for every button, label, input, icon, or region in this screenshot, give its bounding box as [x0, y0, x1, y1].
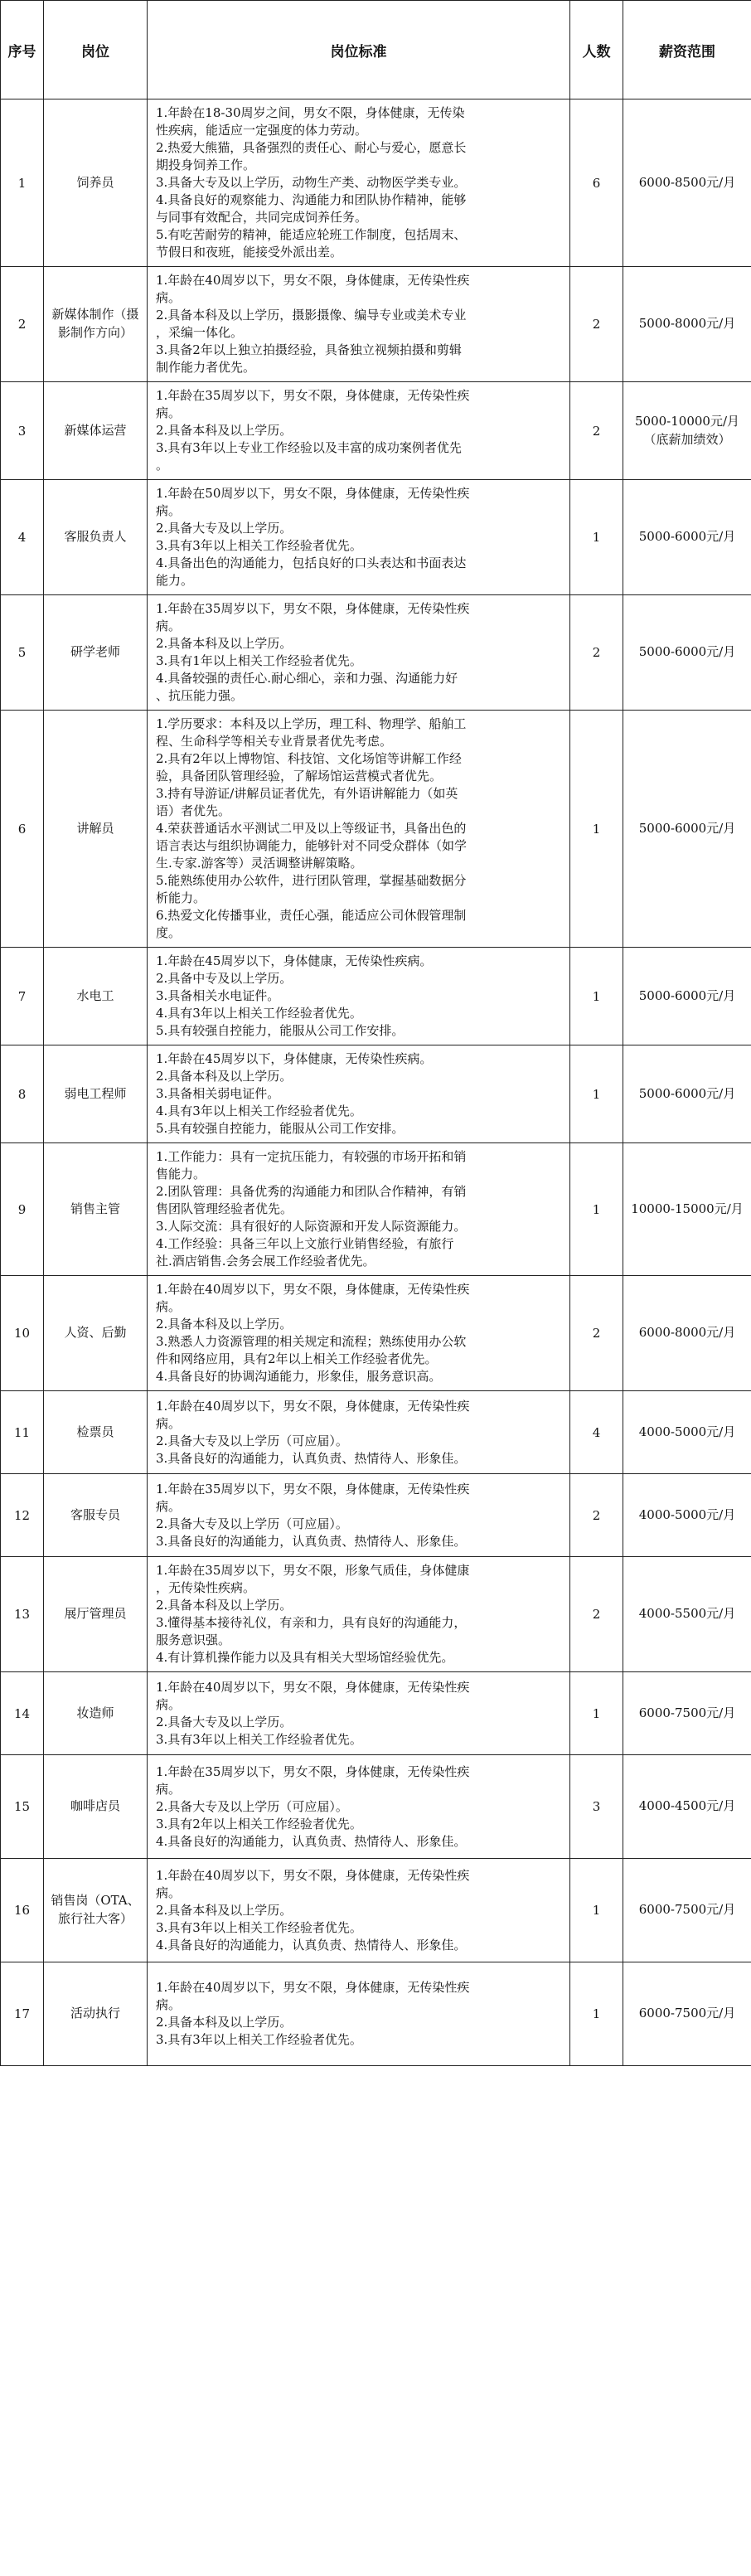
- standard-line: 2.具备本科及以上学历。: [156, 423, 293, 438]
- standard-line: 3.具有2年以上相关工作经验者优先。: [156, 1816, 362, 1831]
- row-number: 5: [1, 595, 44, 711]
- position-name: 展厅管理员: [44, 1557, 148, 1672]
- position-standard: [148, 1045, 570, 1143]
- salary-range: 6000-7500元/月: [623, 1962, 751, 2066]
- row-number: 1: [1, 99, 44, 267]
- standard-line: 1.年龄在45周岁以下，身体健康，无传染性疾病。: [156, 1051, 433, 1066]
- position-standard: [148, 382, 570, 480]
- headcount: 1: [570, 1672, 623, 1755]
- row-number: 14: [1, 1672, 44, 1755]
- position-standard: [148, 1391, 570, 1474]
- salary-range: 4000-4500元/月: [623, 1755, 751, 1859]
- salary-range: 4000-5000元/月: [623, 1391, 751, 1474]
- position-name: 检票员: [44, 1391, 148, 1474]
- headcount: 1: [570, 1045, 623, 1143]
- standard-line: 3.具备良好的沟通能力，认真负责、热情待人、形象佳。: [156, 1533, 467, 1549]
- standard-line: 病。: [156, 1498, 182, 1514]
- position-name: 销售主管: [44, 1143, 148, 1276]
- table-row: [1, 711, 751, 948]
- standard-line: 与同事有效配合，共同完成饲养任务。: [156, 210, 368, 225]
- position-standard: [148, 1557, 570, 1672]
- headcount: 6: [570, 99, 623, 267]
- standard-line: 3.具有3年以上相关工作经验者优先。: [156, 2032, 362, 2047]
- standard-line: 病。: [156, 1997, 182, 2012]
- row-number: 16: [1, 1859, 44, 1962]
- row-number: 10: [1, 1276, 44, 1391]
- table-row: [1, 1474, 751, 1557]
- standard-line: 售能力。: [156, 1167, 206, 1181]
- standard-line: 6.热爱文化传播事业，责任心强，能适应公司休假管理制: [156, 908, 467, 923]
- standard-line: 验，具备团队管理经验，了解场馆运营模式者优先。: [156, 769, 443, 783]
- standard-line: 3.懂得基本接待礼仪，有亲和力，具有良好的沟通能力，: [156, 1615, 467, 1630]
- standard-line: 能力。: [156, 573, 194, 588]
- position-name: 饲养员: [44, 99, 148, 267]
- standard-line: 4.具有3年以上相关工作经验者优先。: [156, 1006, 362, 1021]
- position-standard: [148, 948, 570, 1045]
- position-name: 咖啡店员: [44, 1755, 148, 1859]
- standard-line: 4.具备良好的沟通能力，认真负责、热情待人、形象佳。: [156, 1833, 467, 1849]
- position-name: 妆造师: [44, 1672, 148, 1755]
- standard-line: 4.有计算机操作能力以及具有相关大型场馆经验优先。: [156, 1650, 454, 1665]
- table-row: [1, 267, 751, 382]
- headcount: 1: [570, 480, 623, 595]
- header-row: [1, 1, 751, 99]
- salary-range: 6000-7500元/月: [623, 1672, 751, 1755]
- salary-range: 5000-6000元/月: [623, 1045, 751, 1143]
- standard-line: 1.年龄在18-30周岁之间，男女不限，身体健康，无传染: [156, 105, 465, 120]
- standard-line: 1.工作能力：具有一定抗压能力，有较强的市场开拓和销: [156, 1149, 467, 1164]
- standard-line: 4.具有3年以上相关工作经验者优先。: [156, 1104, 362, 1118]
- standard-line: 2.具备本科及以上学历。: [156, 1069, 293, 1084]
- headcount: 4: [570, 1391, 623, 1474]
- standard-line: 4.具备较强的责任心.耐心细心，亲和力强、沟通能力好: [156, 671, 458, 686]
- standard-line: 4.具备良好的协调沟通能力，形象佳，服务意识高。: [156, 1369, 442, 1384]
- standard-line: 1.年龄在40周岁以下，男女不限，身体健康，无传染性疾: [156, 1679, 470, 1695]
- position-standard: [148, 1474, 570, 1557]
- standard-line: 件和网络应用，具有2年以上相关工作经验者优先。: [156, 1351, 438, 1366]
- job-rows: [1, 99, 751, 2066]
- position-standard: [148, 1755, 570, 1859]
- standard-line: 性疾病，能适应一定强度的体力劳动。: [156, 123, 368, 138]
- salary-range: 5000-6000元/月: [623, 480, 751, 595]
- standard-line: 3.具有3年以上相关工作经验者优先。: [156, 1731, 362, 1747]
- row-number: 11: [1, 1391, 44, 1474]
- standard-line: 4.具备良好的观察能力、沟通能力和团队协作精神，能够: [156, 192, 467, 207]
- standard-line: 期投身饲养工作。: [156, 158, 256, 172]
- standard-line: 语言表达与组织协调能力，能够针对不同受众群体（如学: [156, 838, 468, 853]
- standard-line: 5.具有较强自控能力，能服从公司工作安排。: [156, 1023, 405, 1038]
- position-name: 弱电工程师: [44, 1045, 148, 1143]
- standard-line: 病。: [156, 1885, 182, 1900]
- position-standard: [148, 595, 570, 711]
- headcount: 1: [570, 948, 623, 1045]
- standard-line: 4.具备出色的沟通能力，包括良好的口头表达和书面表达: [156, 555, 467, 570]
- standard-line: 2.团队管理：具备优秀的沟通能力和团队合作精神，有销: [156, 1184, 467, 1199]
- standard-line: 语）者优先。: [156, 803, 231, 818]
- standard-line: 2.具备大专及以上学历（可应届）。: [156, 1433, 348, 1448]
- table-row: [1, 1672, 751, 1755]
- standard-line: 1.年龄在35周岁以下，男女不限，身体健康，无传染性疾: [156, 388, 470, 403]
- headcount: 1: [570, 711, 623, 948]
- salary-range: 5000-6000元/月: [623, 595, 751, 711]
- position-name: 销售岗（OTA、旅行社大客）: [44, 1859, 148, 1962]
- standard-line: 服务意识强。: [156, 1632, 231, 1647]
- standard-line: 病。: [156, 1415, 182, 1431]
- row-number: 7: [1, 948, 44, 1045]
- header-standard: 岗位标准: [148, 1, 570, 99]
- standard-line: 4.工作经验：具备三年以上文旅行业销售经验，有旅行: [156, 1236, 454, 1251]
- standard-line: 3.具备良好的沟通能力，认真负责、热情待人、形象佳。: [156, 1450, 467, 1466]
- headcount: 2: [570, 1557, 623, 1672]
- standard-line: 病。: [156, 1299, 182, 1314]
- position-standard: [148, 267, 570, 382]
- standard-line: ，采编一体化。: [156, 325, 244, 340]
- position-name: 新媒体运营: [44, 382, 148, 480]
- standard-line: 、抗压能力强。: [156, 688, 244, 703]
- position-standard: [148, 99, 570, 267]
- standard-line: 析能力。: [156, 890, 206, 905]
- standard-line: 制作能力者优先。: [156, 360, 256, 375]
- position-name: 人资、后勤: [44, 1276, 148, 1391]
- position-name: 客服负责人: [44, 480, 148, 595]
- position-name: 讲解员: [44, 711, 148, 948]
- table-row: [1, 480, 751, 595]
- salary-range: 5000-10000元/月（底薪加绩效）: [623, 382, 751, 480]
- standard-line: 2.热爱大熊猫，具备强烈的责任心、耐心与爱心，愿意长: [156, 140, 467, 155]
- position-name: 客服专员: [44, 1474, 148, 1557]
- salary-range: 6000-7500元/月: [623, 1859, 751, 1962]
- row-number: 17: [1, 1962, 44, 2066]
- table-row: [1, 948, 751, 1045]
- salary-range: 5000-8000元/月: [623, 267, 751, 382]
- standard-line: 1.年龄在35周岁以下，男女不限，身体健康，无传染性疾: [156, 1763, 470, 1779]
- standard-line: 5.具有较强自控能力，能服从公司工作安排。: [156, 1121, 405, 1136]
- standard-line: 3.具有3年以上专业工作经验以及丰富的成功案例者优先: [156, 440, 462, 455]
- standard-line: 4.具备良好的沟通能力，认真负责、热情待人、形象佳。: [156, 1937, 467, 1953]
- standard-line: 5.有吃苦耐劳的精神，能适应轮班工作制度，包括周末、: [156, 227, 467, 242]
- standard-line: 5.能熟练使用办公软件，进行团队管理，掌握基础数据分: [156, 873, 467, 888]
- standard-line: 4.荣获普通话水平测试二甲及以上等级证书，具备出色的: [156, 821, 467, 836]
- standard-line: 1.年龄在40周岁以下，男女不限，身体健康，无传染性疾: [156, 1282, 470, 1297]
- standard-line: 1.年龄在35周岁以下，男女不限，身体健康，无传染性疾: [156, 1481, 470, 1497]
- position-name: 新媒体制作（摄影制作方向）: [44, 267, 148, 382]
- row-number: 3: [1, 382, 44, 480]
- standard-line: 售团队管理经验者优先。: [156, 1201, 293, 1216]
- salary-range: 6000-8500元/月: [623, 99, 751, 267]
- standard-line: 2.具备中专及以上学历。: [156, 971, 293, 986]
- standard-line: 1.年龄在40周岁以下，男女不限，身体健康，无传染性疾: [156, 273, 470, 288]
- table-row: [1, 99, 751, 267]
- position-standard: [148, 1276, 570, 1391]
- salary-range: 5000-6000元/月: [623, 711, 751, 948]
- standard-line: 程、生命科学等相关专业背景者优先考虑。: [156, 734, 393, 749]
- headcount: 2: [570, 595, 623, 711]
- standard-line: 3.具备大专及以上学历，动物生产类、动物医学类专业。: [156, 175, 467, 190]
- standard-line: 3.具有1年以上相关工作经验者优先。: [156, 653, 362, 668]
- headcount: 2: [570, 1474, 623, 1557]
- row-number: 4: [1, 480, 44, 595]
- standard-line: 1.学历要求：本科及以上学历，理工科、物理学、船舶工: [156, 716, 467, 731]
- headcount: 1: [570, 1962, 623, 2066]
- standard-line: 1.年龄在45周岁以下，身体健康，无传染性疾病。: [156, 953, 433, 968]
- salary-range: 10000-15000元/月: [623, 1143, 751, 1276]
- headcount: 2: [570, 382, 623, 480]
- standard-line: 3.人际交流：具有很好的人际资源和开发人际资源能力。: [156, 1219, 467, 1234]
- standard-line: 3.具备2年以上独立拍摄经验，具备独立视频拍摄和剪辑: [156, 342, 462, 357]
- table-row: [1, 1859, 751, 1962]
- position-standard: [148, 711, 570, 948]
- standard-line: 病。: [156, 290, 182, 305]
- standard-line: 2.具备本科及以上学历。: [156, 636, 293, 651]
- headcount: 1: [570, 1143, 623, 1276]
- table-row: [1, 1391, 751, 1474]
- standard-line: 3.具有3年以上相关工作经验者优先。: [156, 538, 362, 553]
- standard-line: ，无传染性疾病。: [156, 1580, 256, 1595]
- table-row: [1, 1276, 751, 1391]
- standard-line: 病。: [156, 405, 182, 420]
- table-row: [1, 1557, 751, 1672]
- position-standard: [148, 1859, 570, 1962]
- position-standard: [148, 480, 570, 595]
- standard-line: 2.具备大专及以上学历（可应届）。: [156, 1798, 348, 1814]
- headcount: 3: [570, 1755, 623, 1859]
- table-row: [1, 1962, 751, 2066]
- position-name: 研学老师: [44, 595, 148, 711]
- standard-line: 病。: [156, 1781, 182, 1797]
- standard-line: 2.具备大专及以上学历。: [156, 1714, 293, 1729]
- standard-line: 1.年龄在40周岁以下，男女不限，身体健康，无传染性疾: [156, 1980, 470, 1995]
- table-row: [1, 595, 751, 711]
- standard-line: 。: [156, 458, 169, 473]
- row-number: 2: [1, 267, 44, 382]
- standard-line: 病。: [156, 1696, 182, 1712]
- standard-line: 病。: [156, 503, 182, 518]
- table-row: [1, 382, 751, 480]
- salary-range: 6000-8000元/月: [623, 1276, 751, 1391]
- position-name: 水电工: [44, 948, 148, 1045]
- standard-line: 节假日和夜班，能接受外派出差。: [156, 245, 343, 260]
- position-standard: [148, 1962, 570, 2066]
- standard-line: 生.专家.游客等）灵活调整讲解策略。: [156, 856, 363, 871]
- headcount: 2: [570, 267, 623, 382]
- standard-line: 2.具有2年以上博物馆、科技馆、文化场馆等讲解工作经: [156, 751, 462, 766]
- header-count: 人数: [570, 1, 623, 99]
- position-standard: [148, 1672, 570, 1755]
- standard-line: 3.具备相关弱电证件。: [156, 1086, 280, 1101]
- row-number: 12: [1, 1474, 44, 1557]
- standard-line: 1.年龄在40周岁以下，男女不限，身体健康，无传染性疾: [156, 1867, 470, 1883]
- position-standard: [148, 1143, 570, 1276]
- table-row: [1, 1755, 751, 1859]
- standard-line: 2.具备大专及以上学历。: [156, 521, 293, 536]
- standard-line: 2.具备本科及以上学历。: [156, 1317, 293, 1332]
- standard-line: 1.年龄在50周岁以下，男女不限，身体健康，无传染性疾: [156, 486, 470, 501]
- standard-line: 3.具备相关水电证件。: [156, 988, 280, 1003]
- salary-range: 4000-5500元/月: [623, 1557, 751, 1672]
- row-number: 15: [1, 1755, 44, 1859]
- standard-line: 1.年龄在35周岁以下，男女不限，形象气质佳，身体健康: [156, 1563, 470, 1578]
- row-number: 6: [1, 711, 44, 948]
- standard-line: 3.熟悉人力资源管理的相关规定和流程；熟练使用办公软: [156, 1334, 467, 1349]
- standard-line: 社.酒店销售.会务会展工作经验者优先。: [156, 1254, 376, 1269]
- standard-line: 3.具有3年以上相关工作经验者优先。: [156, 1919, 362, 1935]
- row-number: 8: [1, 1045, 44, 1143]
- standard-line: 2.具备本科及以上学历。: [156, 1598, 293, 1613]
- headcount: 1: [570, 1859, 623, 1962]
- table-row: [1, 1045, 751, 1143]
- salary-range: 4000-5000元/月: [623, 1474, 751, 1557]
- salary-range: 5000-6000元/月: [623, 948, 751, 1045]
- standard-line: 2.具备大专及以上学历（可应届）。: [156, 1516, 348, 1531]
- header-position: 岗位: [44, 1, 148, 99]
- table-row: [1, 1143, 751, 1276]
- position-name: 活动执行: [44, 1962, 148, 2066]
- standard-line: 病。: [156, 619, 182, 633]
- standard-line: 1.年龄在40周岁以下，男女不限，身体健康，无传染性疾: [156, 1398, 470, 1414]
- standard-line: 3.持有导游证/讲解员证者优先，有外语讲解能力（如英: [156, 786, 458, 801]
- standard-line: 1.年龄在35周岁以下，男女不限，身体健康，无传染性疾: [156, 601, 470, 616]
- header-salary: 薪资范围: [623, 1, 751, 99]
- headcount: 2: [570, 1276, 623, 1391]
- row-number: 13: [1, 1557, 44, 1672]
- standard-line: 度。: [156, 925, 182, 940]
- standard-line: 2.具备本科及以上学历。: [156, 2015, 293, 2030]
- standard-line: 2.具备本科及以上学历，摄影摄像、编导专业或美术专业: [156, 308, 467, 323]
- standard-line: 2.具备本科及以上学历。: [156, 1902, 293, 1918]
- row-number: 9: [1, 1143, 44, 1276]
- header-no: 序号: [1, 1, 44, 99]
